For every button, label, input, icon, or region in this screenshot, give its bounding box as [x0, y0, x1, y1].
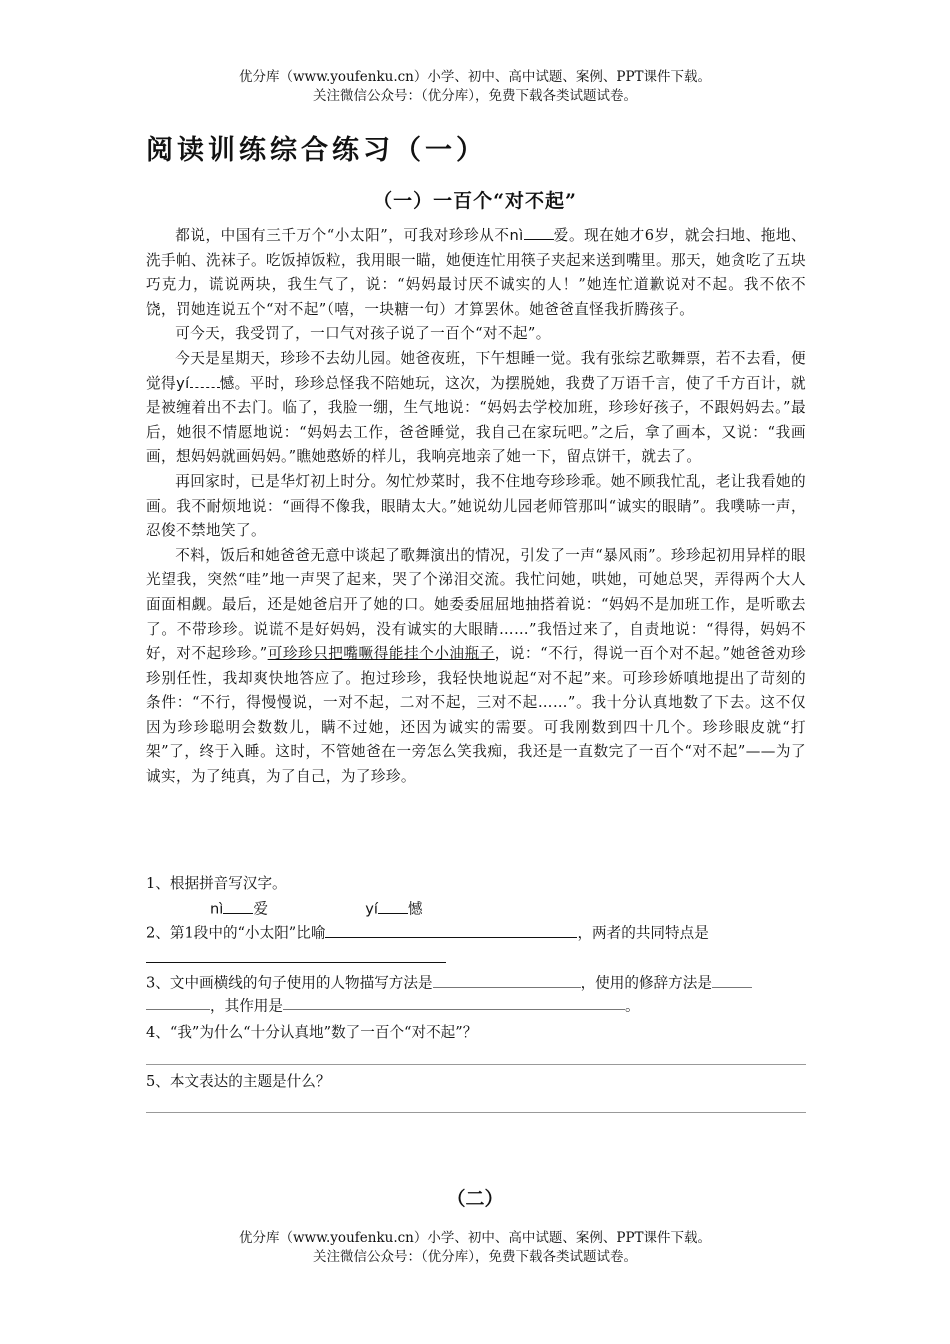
- q1-blank-1[interactable]: [223, 898, 253, 914]
- q1-suffix-1: 爱: [253, 900, 268, 918]
- q2-text-a: 2、第1段中的“小太阳”比喻: [146, 924, 326, 942]
- question-4: 4、“我”为什么“十分认真地”数了一百个“对不起”？: [146, 1024, 478, 1041]
- footer-line-1: 优分库（www.youfenku.cn）小学、初中、高中试题、案例、PPT课件下载。: [238, 1230, 712, 1246]
- pinyin-ni: nì: [509, 227, 524, 244]
- q3-blank-1[interactable]: [433, 972, 581, 988]
- paragraph-5-part-a: 不料，饭后和她爸爸无意中谈起了歌舞演出的情况，引发了一声“暴风雨”。珍珍起初用异样的眼光望我，突然“哇”地一声哭了起来，哭了个涕泪交流。我忙问她，哄她，可她总哭，弄得两个大人面面相觑。最后，还是她爸启开了她的口。她委委屈屈地抽搭着说：“妈妈不是加班工作，是听歌去了。不带珍珍。说谎不是好妈妈，没有诚实的大眼睛……”我悟过来了，自责地说：“得得，妈妈不好，对不起珍珍。”: [146, 546, 806, 663]
- question-1: 1、根据拼音写汉字。: [146, 875, 287, 892]
- header-line-1: 优分库（www.youfenku.cn）小学、初中、高中试题、案例、PPT课件下载。: [238, 69, 712, 85]
- underlined-sentence: 可珍珍只把嘴噘得能挂个小油瓶子: [267, 645, 495, 663]
- paragraph-5-part-b: ，说：“不行，得说一百个对不起。”她爸爸劝珍珍别任性，我却爽快地答应了。抱过珍珍，我轻快地说起“对不起”来。可珍珍娇嗔地提出了苛刻的条件：“不行，得慢慢说，一对不起，二对不起，三对不起……”。我十分认真地数了下去。这不仅因为珍珍聪明会数数儿，瞒不过她，还因为诚实的需要。可我刚数到四十几个。珍珍眼皮就“打架”了，终于入睡。这时，不管她爸在一旁怎么笑我痴，我还是一直数完了一百个“对不起”——为了诚实，为了纯真，为了自己，为了珍珍。: [146, 645, 806, 786]
- question-5: 5、本文表达的主题是什么？: [146, 1073, 331, 1090]
- question-2: [146, 922, 808, 945]
- paragraph-3-part-b: 憾。平时，珍珍总怪我不陪她玩，这次，为摆脱她，我费了万语千言，使了千方百计，就是被缠着出不去门。临了，我脸一绷，生气地说：“妈妈去学校加班，珍珍好孩子，不跟妈妈去。”最后，她很不情愿地说：“妈妈去工作，爸爸睡觉，我自己在家玩吧。”之后，拿了画本，又说：“我画画，想妈妈就画妈妈。”瞧她憨娇的样儿，我响亮地亲了她一下，留点饼干，就去了。: [146, 374, 806, 466]
- q1-pinyin-yi: yí: [365, 900, 378, 918]
- paragraph-3-part-a: 今天是星期天，珍珍不去幼儿园。她爸夜班，下午想睡一觉。我有张综艺歌舞票，若不去看，便觉得: [146, 349, 806, 392]
- page-header: [0, 68, 950, 106]
- paragraph-1: [146, 224, 806, 322]
- q3-blank-4[interactable]: [283, 995, 625, 1011]
- q3-blank-3[interactable]: [146, 995, 210, 1011]
- paragraph-1-part-a: 都说，中国有三千万个“小太阳”，可我对珍珍从不: [175, 227, 510, 244]
- header-line-2: 关注微信公众号：（优分库），免费下载各类试题试卷。: [313, 88, 637, 104]
- answer-blank[interactable]: [524, 224, 554, 240]
- question-3: [146, 972, 808, 1017]
- q5-answer-line[interactable]: [146, 1112, 806, 1113]
- q1-blank-2[interactable]: [378, 898, 408, 914]
- paragraph-1-part-b: 爱。现在她才6岁，就会扫地、拖地、洗手帕、洗袜子。吃饭掉饭粒，我用眼一瞄，她便连忙用筷子夹起来送到嘴里。那天，她贪吃了五块巧克力，谎说两块，我生气了，说：“妈妈最讨厌不诚实的人！”她连忙道歉说对不起。我不依不饶，罚她连说五个“对不起”（嘻，一块糖一句）才算罢休。她爸爸直怪我折腾孩子。: [146, 227, 806, 318]
- q3-text-a: 3、文中画横线的句子使用的人物描写方法是: [146, 974, 433, 992]
- page-footer: [0, 1229, 950, 1267]
- q1-suffix-2: 憾: [407, 900, 423, 918]
- paragraph-5: [146, 544, 806, 790]
- paragraph-4: 再回家时，已是华灯初上时分。匆忙炒菜时，我不住地夸珍珍乖。她不顾我忙乱，老让我看她的画。我不耐烦地说：“画得不像我，眼睛太大。”她说幼儿园老师管那叫“诚实的眼睛”。我噗哧一声，忍俊不禁地笑了。: [146, 472, 806, 540]
- article-title: （一）一百个“对不起”: [373, 190, 577, 212]
- paragraph-2: 可今天，我受罚了，一口气对孩子说了一百个“对不起”。: [175, 325, 551, 343]
- question-1-items: [210, 898, 872, 921]
- q2-text-b: ，两者的共同特点是: [577, 924, 709, 942]
- section-2-title: （二）: [446, 1188, 504, 1210]
- q2-answer-line[interactable]: [146, 962, 446, 963]
- q4-answer-line[interactable]: [146, 1064, 806, 1065]
- answer-blank[interactable]: [190, 372, 220, 388]
- article-body: [146, 224, 806, 790]
- page-title: 阅读训练综合练习（一）: [146, 135, 487, 166]
- q3-blank-2[interactable]: [712, 972, 752, 988]
- pinyin-yi: yí: [176, 374, 190, 392]
- q3-text-d: 。: [624, 997, 640, 1015]
- q1-pinyin-ni: nì: [210, 900, 224, 918]
- q3-text-c: ，其作用是: [210, 997, 283, 1015]
- footer-line-2: 关注微信公众号：（优分库），免费下载各类试题试卷。: [313, 1249, 637, 1265]
- paragraph-3: [146, 347, 806, 470]
- q2-blank-1[interactable]: [325, 922, 577, 938]
- q3-text-b: ，使用的修辞方法是: [580, 974, 712, 992]
